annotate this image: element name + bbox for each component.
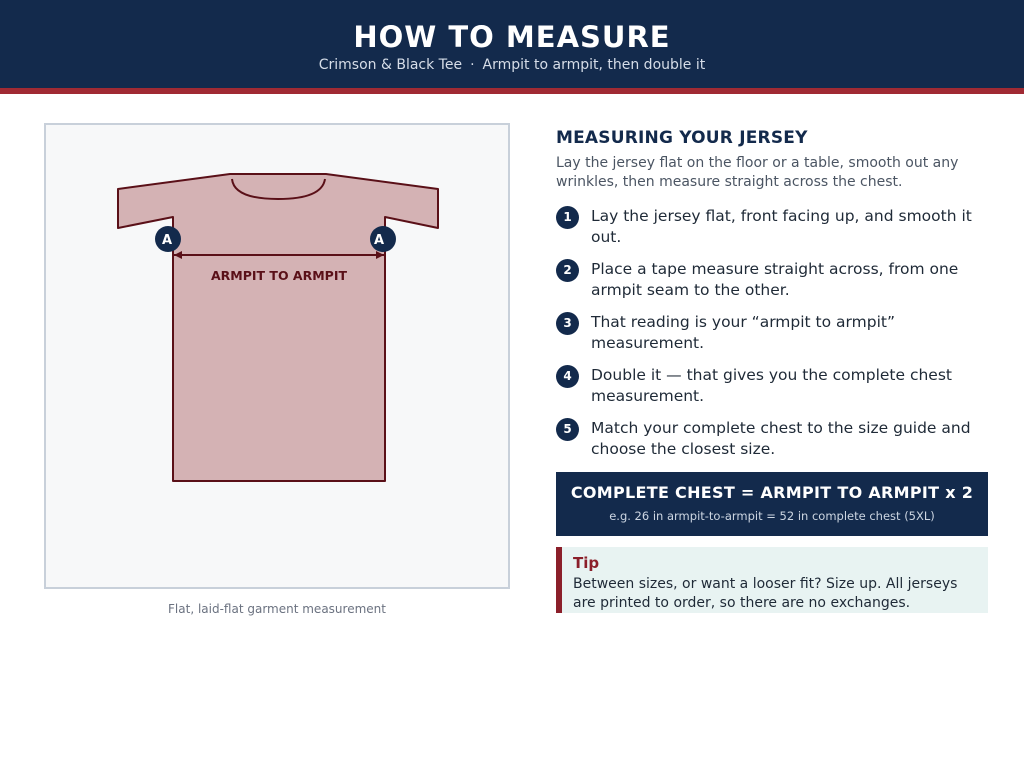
formula-banner <box>556 472 988 536</box>
page-header <box>0 0 1024 88</box>
subtitle-product: Crimson & Black Tee <box>318 57 463 73</box>
step-number-badge: 3 <box>556 312 579 335</box>
header-accent-bar <box>0 88 1024 94</box>
formula-example: e.g. 26 in armpit-to-armpit = 52 in complete chest (5XL) <box>609 509 935 523</box>
step-text: Double it — that gives you the complete chest measurement. <box>591 366 952 405</box>
measuring-guide <box>556 128 988 471</box>
figure-caption: Flat, laid-flat garment measurement <box>168 602 386 616</box>
steps-list <box>556 206 988 460</box>
section-title: MEASURING YOUR JERSEY <box>556 128 808 148</box>
step-text: That reading is your “armpit to armpit” measurement. <box>591 313 895 352</box>
step-text: Match your complete chest to the size guide and choose the closest size. <box>591 419 971 458</box>
page-title: HOW TO MEASURE <box>353 20 671 54</box>
step-number-badge: 4 <box>556 365 579 388</box>
subtitle-instruction: Armpit to armpit, then double it <box>482 57 706 73</box>
measure-label: ARMPIT TO ARMPIT <box>210 268 348 283</box>
armpit-marker-right-label: A <box>373 233 385 248</box>
page-subtitle <box>0 57 1024 73</box>
tip-body: Between sizes, or want a looser fit? Size up. All jerseys are printed to order, so there are no exchanges. <box>573 576 958 611</box>
intro-text: Lay the jersey flat on the floor or a table, smooth out any wrinkles, then measure straight across the chest. <box>556 155 959 190</box>
step-item <box>556 206 988 248</box>
subtitle-separator: · <box>470 57 475 73</box>
step-text: Place a tape measure straight across, from one armpit seam to the other. <box>591 260 959 299</box>
tip-title: Tip <box>573 554 600 572</box>
formula-text: COMPLETE CHEST = ARMPIT TO ARMPIT x 2 <box>570 483 974 502</box>
tshirt-diagram-svg <box>46 125 512 591</box>
step-text: Lay the jersey flat, front facing up, and smooth it out. <box>591 207 972 246</box>
step-item <box>556 312 988 354</box>
tshirt-icon <box>118 174 438 481</box>
step-number-badge: 5 <box>556 418 579 441</box>
step-number-badge: 2 <box>556 259 579 282</box>
tip-callout <box>556 547 988 613</box>
measurement-diagram <box>44 123 510 589</box>
step-item <box>556 418 988 460</box>
step-number-badge: 1 <box>556 206 579 229</box>
armpit-marker-left-label: A <box>161 233 173 248</box>
step-item <box>556 259 988 301</box>
step-item <box>556 365 988 407</box>
